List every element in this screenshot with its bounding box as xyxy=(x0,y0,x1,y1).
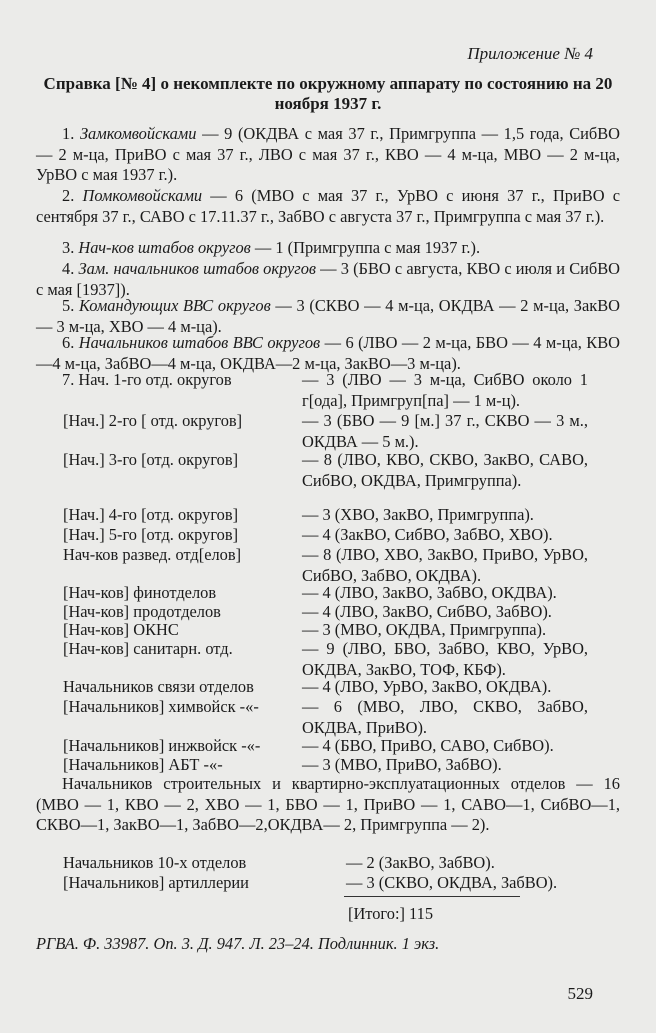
appendix-label: Приложение № 4 xyxy=(467,44,593,63)
archive-source: РГВА. Ф. 33987. Оп. 3. Д. 947. Л. 23–24. Подлинник. 1 экз. xyxy=(36,934,440,953)
item-6: 6. Начальников штабов ВВС округов — 6 (ЛВО — 2 м-ца, БВО — 4 м-ца, КВО—4 м-ца, ЗабВО—4 м-ца, ОКДВА—2 м-ца, ЗакВО—3 м-ца). xyxy=(36,333,620,373)
document-page: Приложение № 4 Справка [№ 4] о некомплекте по окружному аппарату по состоянию на 20 ноября 1937 г. 1. Замкомвойсками — 9 (ОКДВА с мая 37 г., Примгруппа — 1,5 года, СибВО — 2 м-ца, ПриВО с мая 37 г., ЛВО с мая 37 г., КВО — 4 м-ца, МВО — 2 м-ца, УрВО с мая 1937 г.). 2. Помкомвойсками — 6 (МВО с мая 37 г., УрВО с июня 37 г., ПриВО с сентября 37 г., САВО с 17.11.37 г., ЗабВО с августа 37 г., Примгруппа с мая 37 г.). 3. Нач-ков штабов округов — 1 (Примгруппа с мая 1937 г.). 4. Зам. начальников штабов округов — 3 (БВО с августа, КВО с июля и СибВО с мая [1937]). 5. Командующих ВВС округов — 3 (СКВО — 4 м-ца, ОКДВА — 2 м-ца, ЗакВО — 3 м-ца, ХВО — 4 м-ца). 6. Начальников штабов ВВС округов — 6 (ЛВО — 2 м-ца, БВО — 4 м-ца, КВО—4 м-ца, ЗабВО—4 м-ца, ОКДВА—2 м-ца, ЗакВО—3 м-ца). 7. Нач. 1-го отд. округов — 3 (ЛВО — 3 м-ца, СибВО около 1 г[ода], Примгруп[па] — 1 м-ц). [Нач.] 2-го [ отд. округов] — 3 (БВО — 9 [м.] 37 г., СКВО — 3 м., ОКДВА — 5 м.). [Нач.] 3-го [отд. округов] — 8 (ЛВО, КВО, СКВО, ЗакВО, САВО, СибВО, ОКДВА, Примгруппа). [Нач.] 4-го [отд. округов] — 3 (ХВО, ЗакВО, Примгруппа). [Нач.] 5-го [отд. округов] — 4 (ЗакВО, СибВО, ЗабВО, ХВО). Нач-ков развед. отд[елов] — 8 (ЛВО, ХВО, ЗакВО, ПриВО, УрВО, СибВО, ЗабВО, ОКДВА). [Нач-ков] финотделов — 4 (ЛВО, ЗакВО, ЗабВО, ОКДВА). [Нач-ков] продотделов — 4 (ЛВО, ЗакВО, СибВО, ЗабВО). [Нач-ков] ОКНС — 3 (МВО, ОКДВА, Примгруппа). [Нач-ков] санитарн. отд. — 9 (ЛВО, БВО, ЗабВО, КВО, УрВО, ОКДВА, ЗакВО, ТОФ, КБФ). Начальников связи отделов — 4 (ЛВО, УрВО, ЗакВО, ОКДВА). [Начальников] химвойск -«- — 6 (МВО, ЛВО, СКВО, ЗабВО, ОКДВА, ПриВО). [Начальников] инжвойск -«- — 4 (БВО, ПриВО, САВО, СибВО). [Начальников] АБТ -«- — 3 (МВО, ПриВО, ЗабВО). Начальников строительных и квартирно-эксплуатационных отделов — 16 (МВО — 1, КВО — 2, ХВО — 1, БВО — 1, ПриВО — 1, САВО—1, СибВО—1, СКВО—1, ЗакВО—1, ЗабВО—2,ОКДВА— 2, Примгруппа — 2). Начальников 10-х отделов — 2 (ЗакВО, ЗабВО). [Начальников] артиллерии — 3 (СКВО, ОКДВА, ЗабВО). [Итого:] 115 РГВА. Ф. 33987. Оп. 3. Д. 947. Л. 23–24. Подлинник. 1 экз. 529 xyxy=(36,44,621,1003)
construction-para: Начальников строительных и квартирно-эксплуатационных отделов — 16 (МВО — 1, КВО — 2, ХВО — 1, БВО — 1, ПриВО — 1, САВО—1, СибВО—1, СКВО—1, ЗакВО—1, ЗабВО—2,ОКДВА— 2, Примгруппа — 2). xyxy=(36,774,620,834)
page-number: 529 xyxy=(567,984,593,1003)
item-2: 2. Помкомвойсками — 6 (МВО с мая 37 г., УрВО с июня 37 г., ПриВО с сентября 37 г., САВО с 17.11.37 г., ЗабВО с августа 37 г., Примгруппа с мая 37 г.). xyxy=(36,186,620,226)
item-4: 4. Зам. начальников штабов округов — 3 (БВО с августа, КВО с июля и СибВО с мая [1937]). xyxy=(36,259,621,299)
item-3: 3. Нач-ков штабов округов — 1 (Примгруппа с мая 1937 г.). xyxy=(62,238,481,257)
item-1: 1. Замкомвойсками — 9 (ОКДВА с мая 37 г., Примгруппа — 1,5 года, СибВО — 2 м-ца, ПриВО с мая 37 г., ЛВО с мая 37 г., КВО — 4 м-ца, МВО — 2 м-ца, УрВО с мая 1937 г.). xyxy=(36,124,621,184)
document-title: Справка [№ 4] о некомплекте по окружному аппарату по состоянию на 20 ноября 1937 г. xyxy=(43,74,613,113)
total-rule xyxy=(344,896,520,897)
item-5: 5. Командующих ВВС округов — 3 (СКВО — 4 м-ца, ОКДВА — 2 м-ца, ЗакВО — 3 м-ца, ХВО — 4 м-ца). xyxy=(36,296,621,336)
total: [Итого:] 115 xyxy=(348,904,434,923)
item-7-intro: 7. Нач. 1-го отд. округов xyxy=(62,370,232,389)
